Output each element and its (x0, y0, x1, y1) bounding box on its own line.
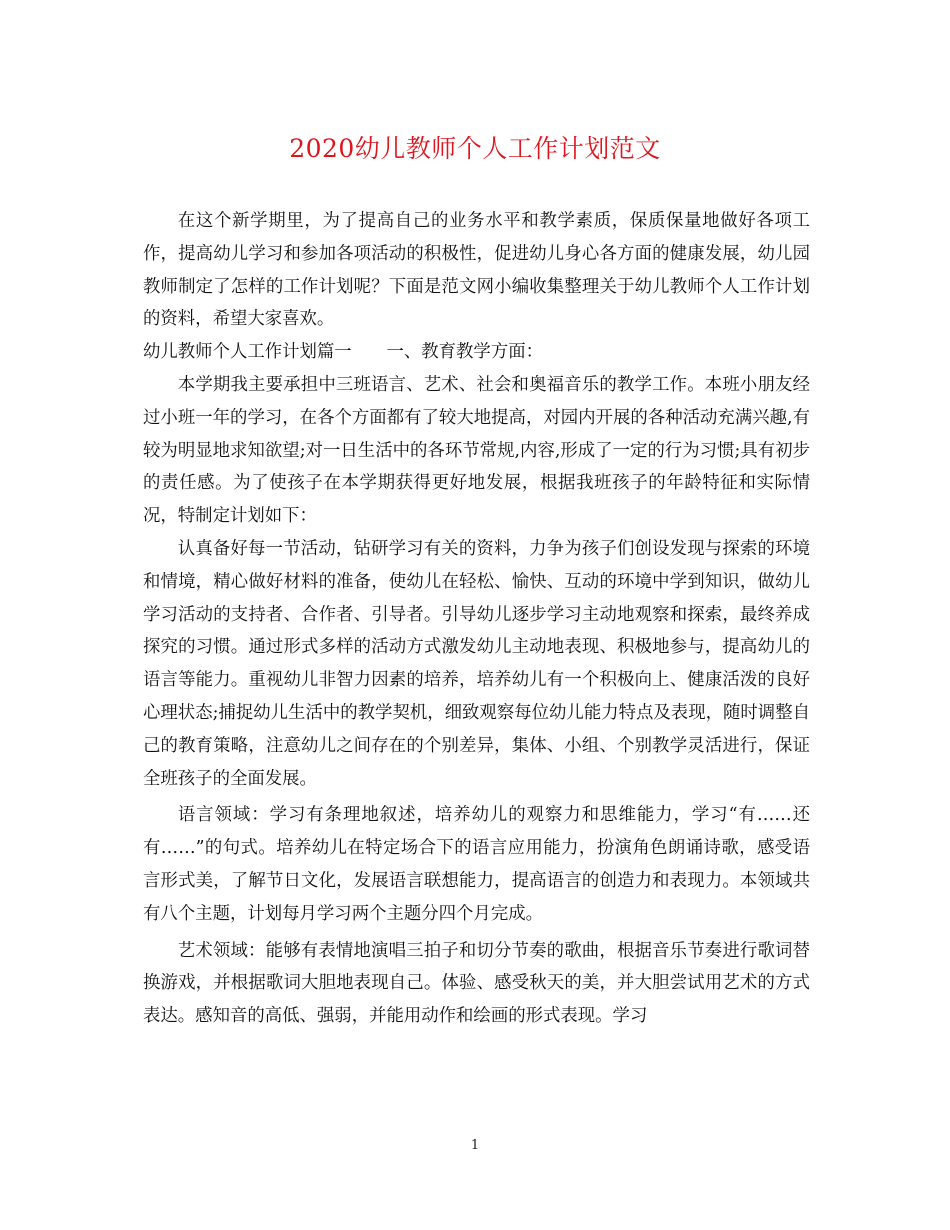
activity-paragraph: 认真备好每一节活动，钻研学习有关的资料，力争为孩子们创设发现与探索的环境和情境，精心做好材料的准备，使幼儿在轻松、愉快、互动的环境中学到知识，做幼儿学习活动的支持者、合作者、引导者。引导幼儿逐步学习主动地观察和探索，最终养成探究的习惯。通过形式多样的活动方式激发幼儿主动地表现、积极地参与，提高幼儿的语言等能力。重视幼儿非智力因素的培养，培养幼儿有一个积极向上、健康活泼的良好心理状态;捕捉幼儿生活中的教学契机，细致观察每位幼儿能力特点及表现，随时调整自己的教育策略，注意幼儿之间存在的个别差异，集体、小组、个别教学灵活进行，保证全班孩子的全面发展。 (143, 538, 810, 789)
document-body (143, 205, 810, 1033)
art-domain-paragraph: 艺术领域：能够有表情地演唱三拍子和切分节奏的歌曲，根据音乐节奏进行歌词替换游戏，并根据歌词大胆地表现自己。体验、感受秋天的美，并大胆尝试用艺术的方式表达。感知音的高低、强弱，并能用动作和绘画的形式表现。学习 (143, 940, 810, 1027)
teaching-paragraph: 本学期我主要承担中三班语言、艺术、社会和奥福音乐的教学工作。本班小朋友经过小班一年的学习，在各个方面都有了较大地提高，对园内开展的各种活动充满兴趣,有较为明显地求知欲望;对一日生活中的各环节常规,内容,形成了一定的行为习惯;具有初步的责任感。为了使孩子在本学期获得更好地发展，根据我班孩子的年龄特征和实际情况，特制定计划如下： (143, 374, 810, 527)
section-heading: 幼儿教师个人工作计划篇一 一、教育教学方面： (143, 342, 543, 363)
document-title: 2020幼儿教师个人工作计划范文 (289, 134, 661, 163)
intro-paragraph: 在这个新学期里，为了提高自己的业务水平和教学素质，保质保量地做好各项工作，提高幼儿学习和参加各项活动的积极性，促进幼儿身心各方面的健康发展，幼儿园教师制定了怎样的工作计划呢？下面是范文网小编收集整理关于幼儿教师个人工作计划的资料，希望大家喜欢。 (143, 211, 810, 330)
language-domain-paragraph: 语言领域：学习有条理地叙述，培养幼儿的观察力和思维能力，学习“有……还有……”的句式。培养幼儿在特定场合下的语言应用能力，扮演角色朗诵诗歌，感受语言形式美，了解节日文化，发展语言联想能力，提高语言的创造力和表现力。本领域共有八个主题，计划每月学习两个主题分四个月完成。 (143, 805, 810, 924)
page-number: 1 (470, 1138, 480, 1153)
